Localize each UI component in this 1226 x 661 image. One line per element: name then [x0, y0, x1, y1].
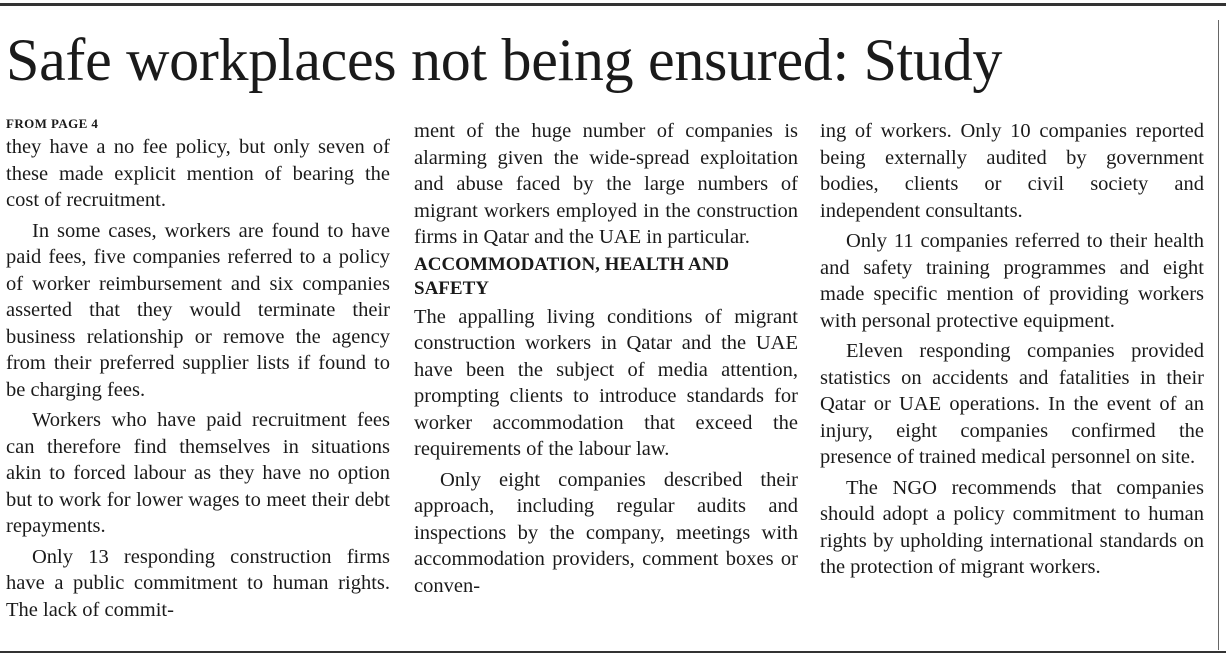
bottom-rule	[0, 651, 1226, 653]
paragraph: Only 11 companies referred to their health and safety training programmes and eight made specific mention of providing workers with personal protective equipment.	[820, 230, 1204, 332]
article-column-3	[820, 118, 1204, 581]
article-column-2	[414, 118, 798, 599]
paragraph: Workers who have paid recruitment fees can therefore find themselves in situations akin to forced labour as they have no option but to work for lower wages to meet their debt repayments.	[6, 409, 390, 537]
jump-line: FROM PAGE 4	[6, 116, 99, 131]
paragraph: Eleven responding companies provided statistics on accidents and fatalities in their Qatar or UAE operations. In the event of an injury, eight companies confirmed the presence of trained medical personnel on site.	[820, 340, 1204, 468]
article-column-1	[6, 116, 390, 623]
right-column-rule	[1218, 20, 1219, 650]
paragraph: The NGO recommends that companies should adopt a policy commitment to human rights by upholding international standards on the protection of migrant workers.	[820, 476, 1204, 578]
paragraph: they have a no fee policy, but only seven of these made explicit mention of bearing the cost of recruitment.	[6, 136, 390, 211]
paragraph: In some cases, workers are found to have paid fees, five companies referred to a policy of worker reimbursement and six companies asserted that they would terminate their business relationship or remove the agency from their preferred supplier lists if found to be charging fees.	[6, 219, 390, 401]
top-rule	[0, 3, 1226, 6]
section-subhead: ACCOMMODATION, HEALTH AND SAFETY	[414, 253, 730, 299]
paragraph: Only eight companies described their approach, including regular audits and inspections by the company, meetings with accommodation providers, comment boxes or conven-	[414, 468, 798, 597]
headline: Safe workplaces not being ensured: Study	[6, 27, 1003, 93]
paragraph: ing of workers. Only 10 companies reported being externally audited by government bodies, clients or civil society and independent consultants.	[820, 120, 1204, 222]
paragraph: ment of the huge number of companies is alarming given the wide-spread exploitation and abuse faced by the large numbers of migrant workers employed in the construction firms in Qatar and the UAE in particular.	[414, 120, 798, 248]
paragraph: The appalling living conditions of migrant construction workers in Qatar and the UAE have been the subject of media attention, prompting clients to introduce standards for worker accommodation that exceed the requirements of the labour law.	[414, 305, 798, 460]
paragraph: Only 13 responding construction firms have a public commitment to human rights. The lack of commit-	[6, 545, 390, 621]
